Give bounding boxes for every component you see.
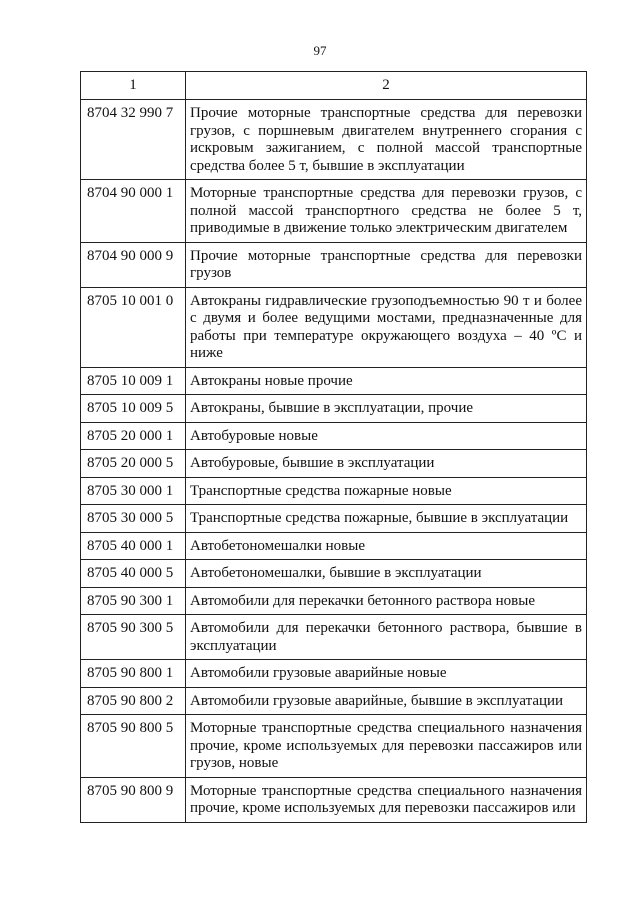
description-cell: Прочие моторные транспортные средства для перевозки грузов, с поршневым двигателем внутреннего сгорания с искровым зажиганием, с полной массой транспортные средства более 5 т, бывшие в эксплуатации <box>186 100 587 180</box>
table-row <box>81 777 587 822</box>
description-cell: Автобетономешалки новые <box>186 532 587 560</box>
table-row <box>81 180 587 243</box>
description-cell: Моторные транспортные средства специального назначения прочие, кроме используемых для перевозки пассажиров или грузов, новые <box>186 715 587 778</box>
table-row <box>81 687 587 715</box>
description-cell: Прочие моторные транспортные средства для перевозки грузов <box>186 242 587 287</box>
table-row <box>81 715 587 778</box>
table-row <box>81 532 587 560</box>
code-cell: 8704 32 990 7 <box>81 100 186 180</box>
description-cell: Моторные транспортные средства для перевозки грузов, с полной массой транспортного средства не более 5 т, приводимые в движение только электрическим двигателем <box>186 180 587 243</box>
code-cell: 8705 90 800 1 <box>81 660 186 688</box>
description-cell: Автокраны, бывшие в эксплуатации, прочие <box>186 395 587 423</box>
description-cell: Моторные транспортные средства специального назначения прочие, кроме используемых для перевозки пассажиров или <box>186 777 587 822</box>
code-cell: 8704 90 000 9 <box>81 242 186 287</box>
code-cell: 8705 40 000 5 <box>81 560 186 588</box>
description-cell: Транспортные средства пожарные, бывшие в эксплуатации <box>186 505 587 533</box>
code-cell: 8705 10 001 0 <box>81 287 186 367</box>
code-cell: 8704 90 000 1 <box>81 180 186 243</box>
code-cell: 8705 20 000 1 <box>81 422 186 450</box>
description-cell: Автокраны новые прочие <box>186 367 587 395</box>
table-row <box>81 477 587 505</box>
tariff-code-table <box>80 71 587 823</box>
column-header-code: 1 <box>81 72 186 100</box>
code-cell: 8705 30 000 1 <box>81 477 186 505</box>
header-row <box>81 72 587 100</box>
table-row <box>81 100 587 180</box>
code-cell: 8705 10 009 1 <box>81 367 186 395</box>
table-row <box>81 422 587 450</box>
code-cell: 8705 30 000 5 <box>81 505 186 533</box>
table-row <box>81 660 587 688</box>
table-row <box>81 450 587 478</box>
description-cell: Автобуровые новые <box>186 422 587 450</box>
table-header <box>81 72 587 100</box>
table-row <box>81 242 587 287</box>
code-cell: 8705 90 800 2 <box>81 687 186 715</box>
description-cell: Автомобили грузовые аварийные новые <box>186 660 587 688</box>
table-row <box>81 615 587 660</box>
table-row <box>81 587 587 615</box>
table-row <box>81 287 587 367</box>
code-cell: 8705 40 000 1 <box>81 532 186 560</box>
table-body <box>81 100 587 823</box>
code-cell: 8705 10 009 5 <box>81 395 186 423</box>
column-header-description: 2 <box>186 72 587 100</box>
table-row <box>81 395 587 423</box>
table-row <box>81 367 587 395</box>
description-cell: Автобуровые, бывшие в эксплуатации <box>186 450 587 478</box>
code-cell: 8705 90 800 5 <box>81 715 186 778</box>
code-cell: 8705 90 800 9 <box>81 777 186 822</box>
page-number: 97 <box>313 43 327 58</box>
description-cell: Автобетономешалки, бывшие в эксплуатации <box>186 560 587 588</box>
table-row <box>81 505 587 533</box>
description-cell: Автокраны гидравлические грузоподъемностью 90 т и более с двумя и более ведущими мостами, предназначенные для работы при температуре окружающего воздуха – 40 ºС и ниже <box>186 287 587 367</box>
description-cell: Автомобили для перекачки бетонного раствора, бывшие в эксплуатации <box>186 615 587 660</box>
description-cell: Транспортные средства пожарные новые <box>186 477 587 505</box>
description-cell: Автомобили для перекачки бетонного раствора новые <box>186 587 587 615</box>
code-cell: 8705 20 000 5 <box>81 450 186 478</box>
table-row <box>81 560 587 588</box>
code-cell: 8705 90 300 5 <box>81 615 186 660</box>
code-cell: 8705 90 300 1 <box>81 587 186 615</box>
description-cell: Автомобили грузовые аварийные, бывшие в эксплуатации <box>186 687 587 715</box>
